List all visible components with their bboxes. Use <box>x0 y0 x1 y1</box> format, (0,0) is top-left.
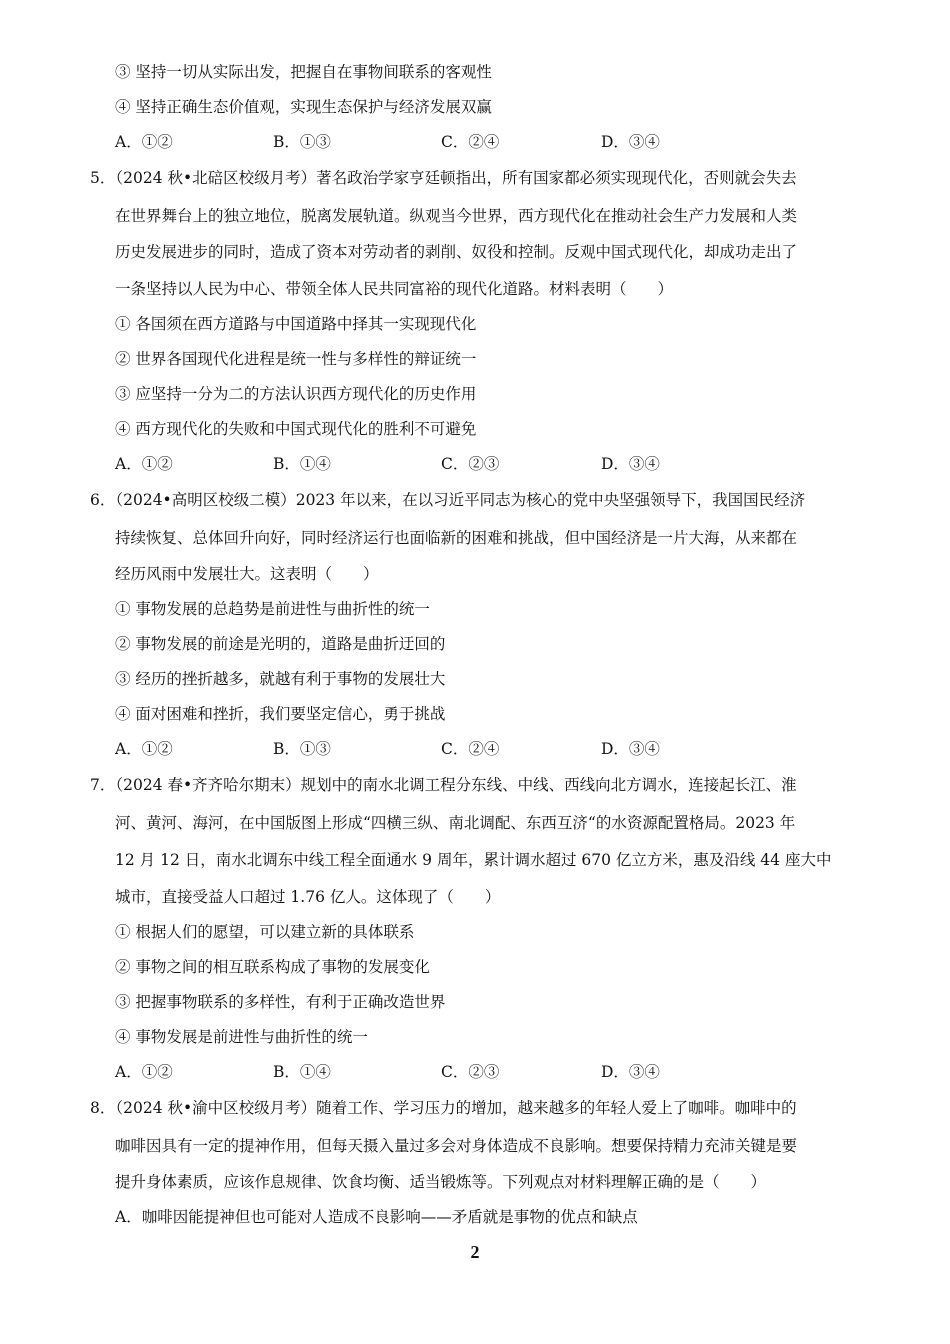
q7-item-4: ④ 事物发展是前进性与曲折性的统一 <box>115 1028 368 1046</box>
q8-stem-line-2: 咖啡因具有一定的提神作用，但每天摄入量过多会对身体造成不良影响。想要保持精力充沛关键是要 <box>115 1137 798 1155</box>
q7-item-3: ③ 把握事物联系的多样性，有利于正确改造世界 <box>115 993 446 1011</box>
q8-option-a[interactable]: A．咖啡因能提神但也可能对人造成不良影响——矛盾就是事物的优点和缺点 <box>115 1208 638 1226</box>
q5-option-b[interactable]: B．①④ <box>273 455 331 473</box>
q5-stem-line-2: 在世界舞台上的独立地位，脱离发展轨道。纵观当今世界，西方现代化在推动社会生产力发展和人类 <box>115 207 798 225</box>
q6-option-b[interactable]: B．①③ <box>273 740 331 758</box>
q5-stem-line-3: 历史发展进步的同时，造成了资本对劳动者的剥削、奴役和控制。反观中国式现代化，却成功走出了 <box>115 243 798 261</box>
q7-option-d[interactable]: D．③④ <box>601 1063 660 1081</box>
q4-item-3: ③ 坚持一切从实际出发，把握自在事物间联系的客观性 <box>115 63 492 81</box>
q7-item-1: ① 根据人们的愿望，可以建立新的具体联系 <box>115 923 415 941</box>
q6-item-1: ① 事物发展的总趋势是前进性与曲折性的统一 <box>115 600 430 618</box>
q7-stem-line-3: 12 月 12 日，南水北调东中线工程全面通水 9 周年，累计调水超过 670 亿立方米，惠及沿线 44 座大中 <box>115 851 832 869</box>
q8-stem-line-1: 8．（2024 秋•渝中区校级月考）随着工作、学习压力的增加，越来越多的年轻人爱上了咖啡。咖啡中的 <box>90 1099 797 1117</box>
q6-stem-line-3: 经历风雨中发展壮大。这表明（ ） <box>115 565 379 583</box>
q7-option-b[interactable]: B．①④ <box>273 1063 331 1081</box>
q4-option-b[interactable]: B．①③ <box>273 133 331 151</box>
q6-option-c[interactable]: C．②④ <box>441 740 500 758</box>
q6-stem-line-2: 持续恢复、总体回升向好，同时经济运行也面临新的困难和挑战，但中国经济是一片大海，从来都在 <box>115 529 798 547</box>
q5-item-3: ③ 应坚持一分为二的方法认识西方现代化的历史作用 <box>115 385 477 403</box>
q6-option-d[interactable]: D．③④ <box>601 740 660 758</box>
q5-item-1: ① 各国须在西方道路与中国道路中择其一实现现代化 <box>115 315 477 333</box>
q4-option-d[interactable]: D．③④ <box>601 133 660 151</box>
q6-option-a[interactable]: A．①② <box>115 740 173 758</box>
q5-option-a[interactable]: A．①② <box>115 455 173 473</box>
q6-item-2: ② 事物发展的前途是光明的，道路是曲折迂回的 <box>115 635 446 653</box>
q5-option-d[interactable]: D．③④ <box>601 455 660 473</box>
q5-option-c[interactable]: C．②③ <box>441 455 500 473</box>
q7-option-a[interactable]: A．①② <box>115 1063 173 1081</box>
q7-option-c[interactable]: C．②③ <box>441 1063 500 1081</box>
q5-stem-line-4: 一条坚持以人民为中心、带领全体人民共同富裕的现代化道路。材料表明（ ） <box>115 280 674 298</box>
q4-item-4: ④ 坚持正确生态价值观，实现生态保护与经济发展双赢 <box>115 98 492 116</box>
q6-item-3: ③ 经历的挫折越多，就越有利于事物的发展壮大 <box>115 670 446 688</box>
q7-stem-line-2: 河、黄河、海河，在中国版图上形成“四横三纵、南北调配、东西互济“的水资源配置格局。2023 年 <box>115 814 796 832</box>
q7-item-2: ② 事物之间的相互联系构成了事物的发展变化 <box>115 958 430 976</box>
q7-stem-line-1: 7．（2024 春•齐齐哈尔期末）规划中的南水北调工程分东线、中线、西线向北方调水，连接起长江、淮 <box>90 776 797 794</box>
q4-option-c[interactable]: C．②④ <box>441 133 500 151</box>
q7-stem-line-4: 城市，直接受益人口超过 1.76 亿人。这体现了（ ） <box>115 888 501 906</box>
q4-option-a[interactable]: A．①② <box>115 133 173 151</box>
q6-stem-line-1: 6．（2024•高明区校级二模）2023 年以来，在以习近平同志为核心的党中央坚强领导下，我国国民经济 <box>90 491 806 509</box>
page-number: 2 <box>470 1242 480 1262</box>
q6-item-4: ④ 面对困难和挫折，我们要坚定信心，勇于挑战 <box>115 705 446 723</box>
q5-item-2: ② 世界各国现代化进程是统一性与多样性的辩证统一 <box>115 350 477 368</box>
q8-stem-line-3: 提升身体素质，应该作息规律、饮食均衡、适当锻炼等。下列观点对材料理解正确的是（ ） <box>115 1173 767 1191</box>
q5-item-4: ④ 西方现代化的失败和中国式现代化的胜利不可避免 <box>115 420 477 438</box>
q5-stem-line-1: 5．（2024 秋•北碚区校级月考）著名政治学家亨廷顿指出，所有国家都必须实现现代化，否则就会失去 <box>90 169 797 187</box>
